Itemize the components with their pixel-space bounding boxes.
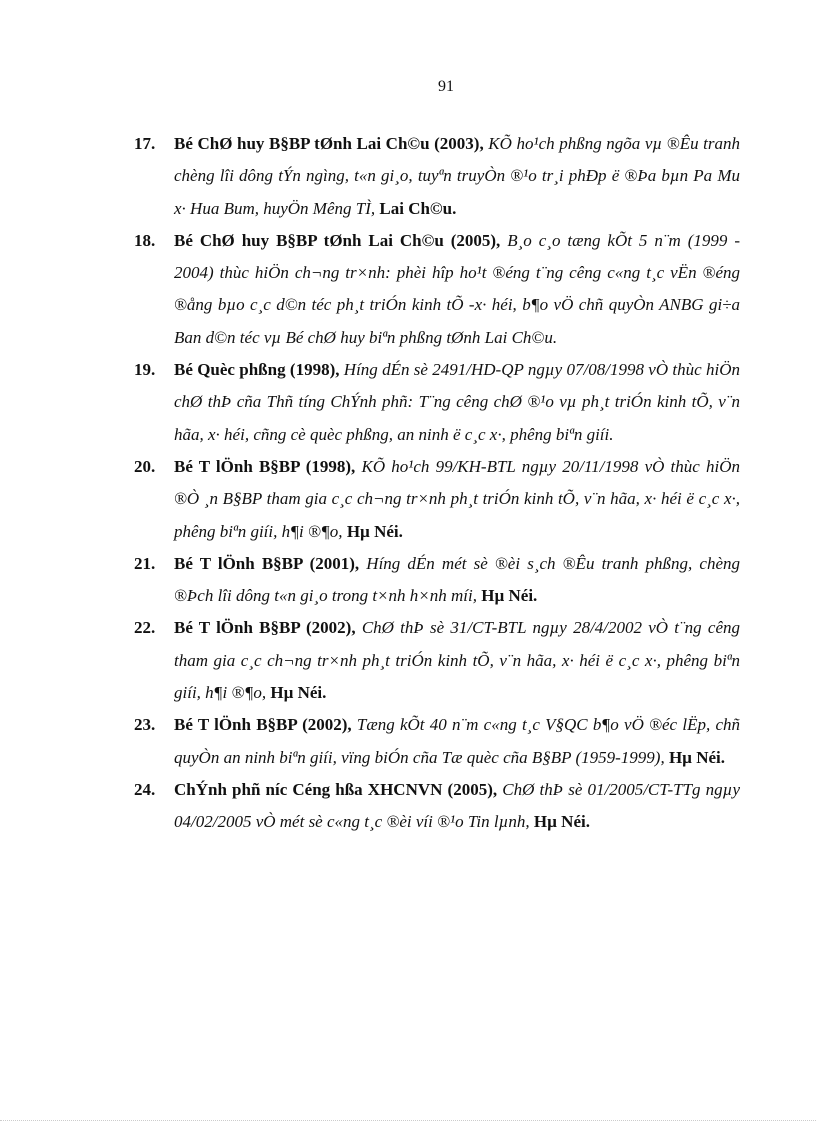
reference-author: Bé T lÖnh B§BP (1998), xyxy=(174,456,356,476)
reference-item xyxy=(134,225,740,354)
reference-title: Híng dÉn sè 2491/HD-QP ngµy 07/08/1998 vÒ thùc hiÖn chØ thÞ cña Thñ tíng ChÝnh phñ: T¨ng cêng chØ ®¹o vµ ph¸t triÓn kinh tÕ, v¨n hãa, x· héi, cñng cè quèc phßng, an ninh ë c¸c x·, phêng biªn giíi. xyxy=(174,360,741,444)
reference-title: ChØ thÞ sè 31/CT-BTL ngµy 28/4/2002 vÒ t¨ng cêng tham gia c¸c ch¬ng tr×nh ph¸t triÓn kinh tÕ, v¨n hãa, x· héi ë c¸c x·, phêng biªn giíi, h¶i ®¶o, xyxy=(174,618,741,703)
reference-number: 18. xyxy=(134,230,156,250)
reference-title: B¸o c¸o tæng kÕt 5 n¨m (1999 - 2004) thùc hiÖn ch¬ng tr×nh: phèi hîp ho¹t ®éng t¨ng cêng c«ng t¸c vËn ®éng ®ång bµo c¸c d©n téc ph¸t triÓn kinh tÕ -x· héi, b¶o vÖ chñ quyÒn ANBG gi÷a Ban d©n téc vµ Bé chØ huy biªn phßng tØnh Lai Ch©u. xyxy=(174,230,741,347)
page-bottom-rule xyxy=(0,1120,816,1121)
reference-author: Bé T lÖnh B§BP (2002), xyxy=(174,715,352,735)
reference-place: Hµ Néi. xyxy=(270,683,327,703)
reference-item xyxy=(134,128,740,225)
reference-place: Hµ Néi. xyxy=(481,586,538,606)
reference-number: 20. xyxy=(134,456,156,476)
reference-author: ChÝnh phñ níc Céng hßa XHCNVN (2005), xyxy=(174,779,498,799)
reference-author: Bé T lÖnh B§BP (2002), xyxy=(174,618,356,638)
reference-author: Bé Quèc phßng (1998), xyxy=(174,360,340,380)
reference-place: Hµ Néi. xyxy=(533,812,590,832)
reference-list xyxy=(134,128,740,839)
reference-item xyxy=(134,354,740,451)
reference-title: KÕ ho¹ch 99/KH-BTL ngµy 20/11/1998 vÒ thùc hiÖn ®Ò ¸n B§BP tham gia c¸c ch¬ng tr×nh ph¸t triÓn kinh tÕ, v¨n hãa, x· héi ë c¸c x·, phêng biªn giíi, h¶i ®¶o, xyxy=(174,456,740,541)
reference-place: Lai Ch©u. xyxy=(379,198,457,218)
reference-title: KÕ ho¹ch phßng ngõa vµ ®Êu tranh chèng lîi dông tÝn ngìng, t«n gi¸o, tuyªn truyÒn ®¹o tr¸i phÐp ë ®Þa bµn Pa Mu x· Hua Bum, huyÖn Mêng TÌ, xyxy=(174,134,740,218)
reference-number: 24. xyxy=(134,779,156,799)
reference-item xyxy=(134,548,740,613)
reference-number: 17. xyxy=(134,134,156,153)
reference-place: Hµ Néi. xyxy=(346,521,403,541)
reference-title: Tæng kÕt 40 n¨m c«ng t¸c V§QC b¶o vÖ ®éc lËp, chñ quyÒn an ninh biªn giíi, vïng biÓn cña Tæ quèc cña B§BP (1959-1999), xyxy=(174,715,740,767)
reference-author: Bé ChØ huy B§BP tØnh Lai Ch©u (2005), xyxy=(174,230,501,250)
reference-item xyxy=(134,612,740,709)
reference-number: 19. xyxy=(134,360,156,380)
reference-number: 21. xyxy=(134,553,156,573)
reference-title: Híng dÉn mét sè ®èi s¸ch ®Êu tranh phßng, chèng ®Þch lîi dông t«n gi¸o trong t×nh h×nh míi, xyxy=(174,553,740,606)
reference-author: Bé ChØ huy B§BP tØnh Lai Ch©u (2003), xyxy=(174,134,484,153)
reference-item xyxy=(134,774,740,839)
reference-item xyxy=(134,451,740,548)
reference-place: Hµ Néi. xyxy=(668,747,726,767)
reference-title: ChØ thÞ sè 01/2005/CT-TTg ngµy 04/02/2005 vÒ mét sè c«ng t¸c ®èi víi ®¹o Tin lµnh, xyxy=(174,779,740,832)
reference-number: 22. xyxy=(134,618,156,638)
reference-author: Bé T lÖnh B§BP (2001), xyxy=(174,553,360,573)
page-number: 91 xyxy=(438,78,454,95)
reference-number: 23. xyxy=(134,715,156,735)
reference-item xyxy=(134,709,740,774)
